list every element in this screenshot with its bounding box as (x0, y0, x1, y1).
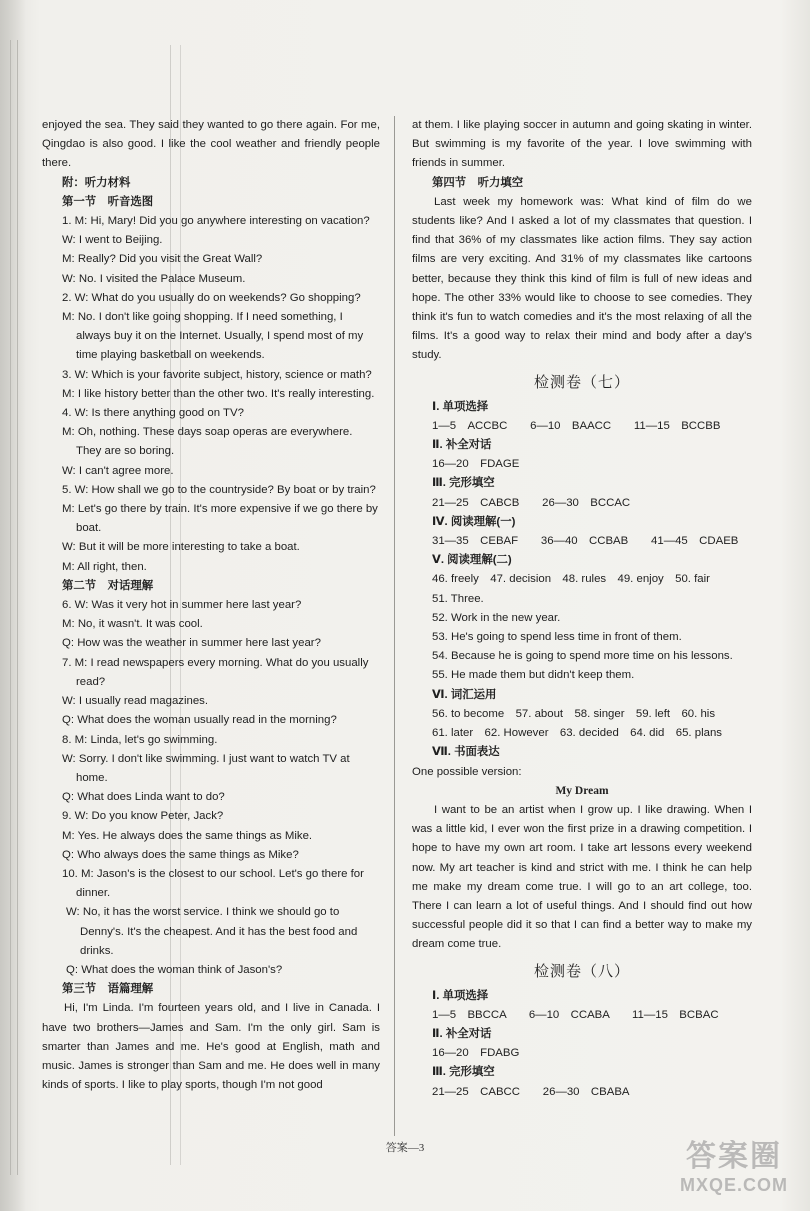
dialogue-line: Q: Who always does the same things as Mike? (62, 848, 299, 861)
answer-section-heading: Ⅰ. 单项选择 (432, 400, 489, 413)
dialogue-line: M: Really? Did you visit the Great Wall? (62, 253, 263, 266)
essay-title: My Dream (555, 784, 609, 797)
watermark-logo (670, 1140, 798, 1206)
dialogue-question: 3. W: Which is your favorite subject, history, science or math? (62, 368, 372, 381)
watermark-text: 答案圈 (686, 1140, 782, 1173)
answer-section-heading: Ⅳ. 阅读理解(一) (432, 515, 516, 528)
answer-section-heading: Ⅰ. 单项选择 (432, 989, 489, 1002)
dialogue-line: W: No. I visited the Palace Museum. (62, 272, 246, 285)
dialogue-line: W: I usually read magazines. (62, 695, 209, 708)
continued-paragraph: at them. I like playing soccer in autumn and going skating in winter. But swimming is my favorite of the year. I love swimming with friends in summer. (412, 119, 752, 170)
answer-line: 21—25 CABCB 26—30 BCCAC (432, 496, 631, 509)
answer-line: 1—5 ACCBC 6—10 BAACC 11—15 BCCBB (432, 419, 721, 432)
dialogue-line: M: I like history better than the other two. It's really interesting. (62, 387, 375, 400)
essay-body: I want to be an artist when I grow up. I like drawing. When I was a little kid, I ever won the first prize in a drawing competition. I hope to have my own art room. I take art lessons every weekend now. My art teacher is kind and strict with me. I think he can help me make my dream come true. I will go to an art college, too. There I can learn a lot of useful things. And I should find out how successful people did it so that I can find a better way to make my dream come true. (412, 803, 752, 951)
answer-section-heading: Ⅱ. 补全对话 (432, 1027, 492, 1040)
answer-section-heading: Ⅲ. 完形填空 (432, 1066, 495, 1079)
section-heading: 第一节 听音选图 (62, 195, 154, 208)
section-heading: 第三节 语篇理解 (62, 983, 154, 996)
answer-section-heading: Ⅴ. 阅读理解(二) (432, 554, 512, 567)
answer-section-heading: Ⅱ. 补全对话 (432, 439, 492, 452)
section-heading: 第四节 听力填空 (432, 176, 524, 189)
test8-title: 检测卷（八） (533, 963, 630, 980)
dialogue-line: M: Oh, nothing. These days soap operas are everywhere. They are so boring. (62, 426, 353, 458)
dialogue-line: M: Let's go there by train. It's more expensive if we go there by boat. (62, 503, 378, 535)
test7-title: 检测卷（七） (533, 374, 630, 391)
dialogue-line: M: Yes. He always does the same things as Mike. (62, 829, 313, 842)
answer-line: 51. Three. (432, 592, 484, 605)
watermark-url: MXQE.COM (679, 1175, 788, 1195)
dialogue-line: W: I can't agree more. (62, 464, 174, 477)
answer-section-heading: Ⅶ. 书面表达 (432, 746, 500, 759)
answer-line: 52. Work in the new year. (432, 611, 561, 624)
answer-line: 1—5 BBCCA 6—10 CCABA 11—15 BCBAC (432, 1008, 719, 1021)
page-footer: 答案—3 (385, 1142, 425, 1154)
dialogue-line: W: Sorry. I don't like swimming. I just want to watch TV at home. (62, 752, 350, 784)
answer-line: 56. to become 57. about 58. singer 59. left 60. his (432, 707, 716, 720)
section1-dialogues (42, 212, 380, 577)
version-label: One possible version: (412, 765, 522, 778)
intro-paragraph: enjoyed the sea. They said they wanted to go there again. For me, Qingdao is also good. I like the cool weather and friendly people there. (42, 119, 380, 170)
answer-line: 46. freely 47. decision 48. rules 49. enjoy 50. fair (432, 573, 710, 586)
answer-line: 16—20 FDABG (432, 1047, 520, 1060)
left-column (42, 116, 380, 1095)
test7-answers (412, 398, 752, 763)
dialogue-line: Q: What does the woman think of Jason's? (66, 963, 283, 976)
scan-edge-line (10, 40, 11, 1175)
answer-line: 53. He's going to spend less time in front of them. (432, 631, 682, 644)
dialogue-question: 9. W: Do you know Peter, Jack? (62, 810, 224, 823)
answer-line: 54. Because he is going to spend more time on his lessons. (432, 650, 733, 663)
column-divider (394, 116, 395, 1136)
answer-line: 31—35 CEBAF 36—40 CCBAB 41—45 CDAEB (432, 535, 739, 548)
section2-dialogues (42, 596, 380, 980)
dialogue-question: 4. W: Is there anything good on TV? (62, 407, 244, 420)
dialogue-question: 2. W: What do you usually do on weekends? Go shopping? (62, 291, 361, 304)
dialogue-line: M: All right, then. (62, 560, 147, 573)
section-heading: 第二节 对话理解 (62, 579, 154, 592)
dialogue-question: 8. M: Linda, let's go swimming. (62, 733, 218, 746)
answer-line: 21—25 CABCC 26—30 CBABA (432, 1085, 630, 1098)
dialogue-line: W: But it will be more interesting to take a boat. (62, 541, 300, 554)
dialogue-line: W: No, it has the worst service. I think we should go to Denny's. It's the cheapest. And it has the best food and drinks. (66, 906, 358, 957)
dialogue-line: Q: What does Linda want to do? (62, 791, 225, 804)
dialogue-question: 10. M: Jason's is the closest to our school. Let's go there for dinner. (62, 867, 364, 900)
answer-line: 55. He made them but didn't keep them. (432, 669, 635, 682)
answer-section-heading: Ⅲ. 完形填空 (432, 477, 495, 490)
section4-passage: Last week my homework was: What kind of film do we students like? And I asked a lot of my classmates that question. I find that 36% of my classmates like action films. They say action films are very exciting. And 31% of my classmates like cartoons better, because they think this kind of film is full of new ideas and hope. The other 33% would like to choose to see comedies. They think it's fun to watch comedies and it's the most relaxing of all the films. It's a good way to relax their mind and body after a day's study. (412, 195, 752, 362)
dialogue-line: Q: What does the woman usually read in the morning? (62, 714, 337, 727)
dialogue-question: 1. M: Hi, Mary! Did you go anywhere interesting on vacation? (62, 215, 370, 228)
dialogue-line: M: No, it wasn't. It was cool. (62, 618, 203, 631)
dialogue-question: 5. W: How shall we go to the countryside? By boat or by train? (62, 483, 376, 496)
dialogue-question: 7. M: I read newspapers every morning. What do you usually read? (62, 656, 369, 688)
right-column (412, 116, 752, 1102)
binding-shadow (0, 0, 26, 1211)
scan-edge-line (17, 40, 18, 1175)
dialogue-question: 6. W: Was it very hot in summer here last year? (62, 599, 302, 612)
section3-passage: Hi, I'm Linda. I'm fourteen years old, and I live in Canada. I have two brothers—James and Sam. I'm the only girl. Sam is smarter than James and me. He's good at English, math and music. James is stronger than Sam and me. He does well in many kinds of sports. I like to play sports, though I'm not good (42, 1002, 380, 1092)
answer-line: 16—20 FDAGE (432, 458, 520, 471)
dialogue-line: W: I went to Beijing. (62, 234, 163, 247)
answer-section-heading: Ⅵ. 词汇运用 (432, 688, 497, 701)
test8-answers (412, 987, 752, 1102)
dialogue-line: M: No. I don't like going shopping. If I need something, I always buy it on the Internet. Usually, I spend most of my time playing basketball on weekends. (62, 311, 364, 362)
dialogue-line: Q: How was the weather in summer here last year? (62, 637, 321, 650)
answer-line: 61. later 62. However 63. decided 64. did 65. plans (432, 727, 722, 740)
appendix-heading: 附：听力材料 (62, 176, 131, 189)
